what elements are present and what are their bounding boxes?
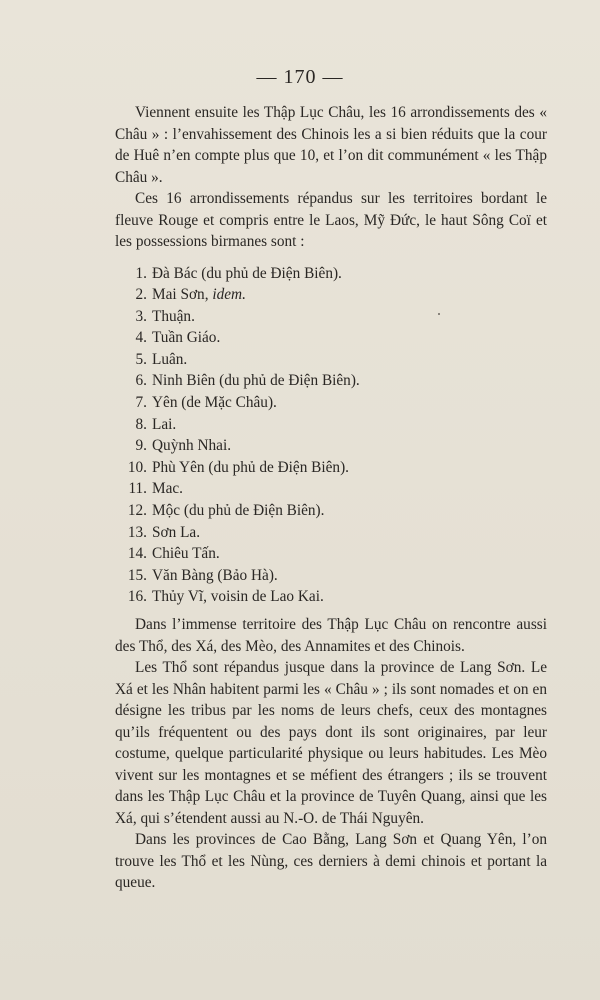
- list-item-number: 6.: [135, 372, 147, 390]
- list-item-text-plain: Mai Sơn,: [152, 286, 213, 304]
- paragraph-chau-intro: Viennent ensuite les Thập Lục Châu, les 16 arrondissements des « Châu » : l’envahissement des Chinois les a si bien réduits que la cour de Huê n’en compte plus que 10, et l’on dit communément « les Thập Châu ».: [115, 104, 547, 186]
- list-item-number: 3.: [135, 307, 147, 325]
- list-item-number: 1.: [135, 264, 147, 282]
- list-item: [115, 414, 547, 436]
- paper-speck: [438, 313, 440, 315]
- list-item-text: Luân.: [152, 350, 188, 368]
- list-item: [115, 435, 547, 457]
- list-item: [115, 284, 547, 306]
- list-item-number: 7.: [135, 394, 147, 412]
- list-item-number: 4.: [135, 329, 147, 347]
- list-item-number: 8.: [135, 415, 147, 433]
- list-item: [115, 457, 547, 479]
- list-item-number: 15.: [127, 566, 147, 584]
- list-item-text: Mộc (du phủ de Điện Biên).: [152, 502, 325, 520]
- list-item-text: Thuận.: [152, 307, 195, 325]
- page-number: — 170 —: [256, 66, 344, 88]
- list-item-number: 13.: [127, 523, 147, 541]
- list-item-text: Quỳnh Nhai.: [152, 437, 232, 455]
- list-item: [115, 392, 547, 414]
- list-item-text: Yên (de Mặc Châu).: [152, 394, 277, 412]
- list-item-text: Lai.: [152, 415, 177, 433]
- list-item: [115, 565, 547, 587]
- list-item-text: Mac.: [152, 480, 184, 498]
- list-item-number: 12.: [127, 502, 147, 520]
- paragraph-arrondissements: Ces 16 arrondissements répandus sur les territoires bordant le fleuve Rouge et compris entre le Laos, Mỹ Đức, le haut Sông Coï et les possessions birmanes sont :: [115, 190, 547, 250]
- list-item: [115, 586, 547, 608]
- list-item-number: 11.: [128, 480, 147, 498]
- list-item: [115, 263, 547, 285]
- list-item-text: Thủy Vĩ, voisin de Lao Kai.: [152, 588, 324, 606]
- list-item-number: 5.: [135, 350, 147, 368]
- list-item-text: Sơn La.: [152, 523, 201, 541]
- list-item-text: Chiêu Tấn.: [152, 545, 220, 563]
- list-item-number: 2.: [135, 286, 147, 304]
- list-item-number: 16.: [127, 588, 147, 606]
- list-item: [115, 500, 547, 522]
- list-item-text-italic: idem.: [212, 286, 246, 304]
- list-item-number: 14.: [127, 545, 147, 563]
- list-item-text: Văn Bàng (Bảo Hà).: [152, 566, 278, 584]
- list-item: [115, 327, 547, 349]
- paragraph-tho-xa-meo: Les Thổ sont répandus jusque dans la province de Lang Sơn. Le Xá et les Nhân habitent parmi les « Châu » ; ils sont nomades et on en désigne les tribus par les noms de leurs chefs, ceux des montagnes qu’ils fréquentent ou des pays dont ils sont originaires, par leur costume, quelque particularité physique ou leurs habitudes. Les Mèo vivent sur les montagnes et se méfient des étrangers ; ils se trouvent dans les Thập Lục Châu et la province de Tuyên Quang, ainsi que les Xá, qui s’étendent aussi au N.-O. de Thái Nguyên.: [115, 659, 547, 827]
- paragraph-peoples: Dans l’immense territoire des Thập Lục Châu on rencontre aussi des Thổ, des Xá, des Mèo, des Annamites et des Chinois.: [115, 616, 547, 655]
- list-item-text: Phù Yên (du phủ de Điện Biên).: [152, 458, 349, 476]
- list-item: [115, 349, 547, 371]
- list-item: [115, 543, 547, 565]
- page-body: [115, 102, 547, 894]
- list-item: [115, 370, 547, 392]
- list-item: [115, 522, 547, 544]
- list-item-number: 9.: [135, 437, 147, 455]
- arrondissement-list: [115, 263, 547, 609]
- list-item-text: Tuần Giáo.: [152, 329, 221, 347]
- list-item-text: [152, 284, 547, 306]
- list-item-text: Đà Bác (du phủ de Điện Biên).: [152, 264, 342, 282]
- list-item: [115, 306, 547, 328]
- list-item: [115, 478, 547, 500]
- list-item-text: Ninh Biên (du phủ de Điện Biên).: [152, 372, 360, 390]
- paragraph-cao-bang: Dans les provinces de Cao Bằng, Lang Sơn et Quang Yên, l’on trouve les Thổ et les Nùng, ces derniers à demi chinois et portant la queue.: [115, 831, 547, 891]
- list-item-number: 10.: [127, 458, 147, 476]
